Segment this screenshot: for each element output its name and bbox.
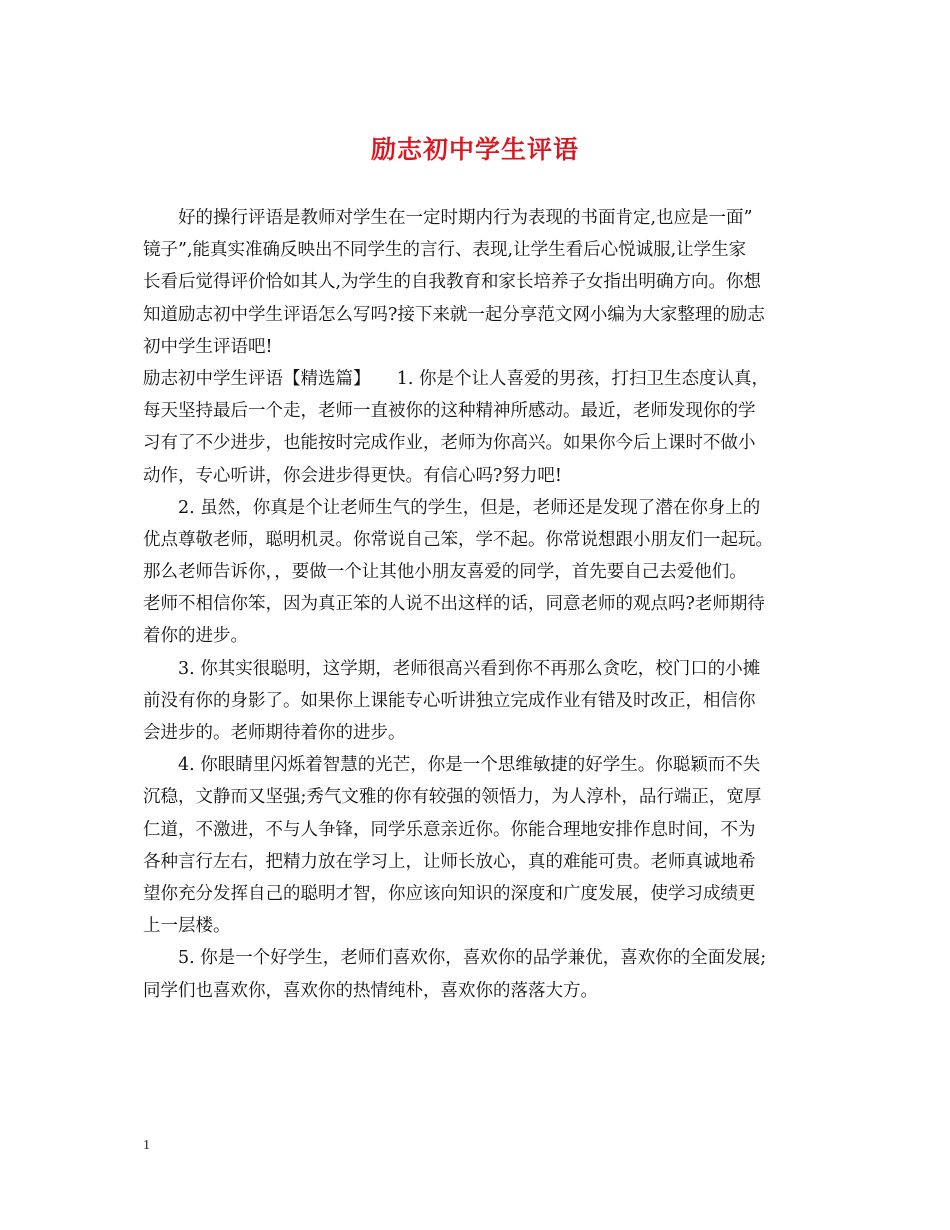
text-line: 优点尊敬老师，聪明机灵。你常说自己笨，学不起。你常说想跟小朋友们一起玩。 bbox=[143, 529, 773, 550]
text-line: 励志初中学生评语【精选篇】 1. 你是个让人喜爱的男孩，打扫卫生态度认真， bbox=[143, 368, 770, 389]
text-line: 仁道，不激进，不与人争锋，同学乐意亲近你。你能合理地安排作息时间，不为 bbox=[143, 819, 756, 840]
text-line: 3. 你其实很聪明，这学期，老师很高兴看到你不再那么贪吃，校门口的小摊 bbox=[178, 658, 761, 679]
text-line: 会进步的。老师期待着你的进步。 bbox=[143, 723, 406, 743]
text-line: 那么老师告诉你，，要做一个让其他小朋友喜爱的同学，首先要自己去爱他们。 bbox=[143, 562, 747, 583]
text-line: 老师不相信你笨，因为真正笨的人说不出这样的话，同意老师的观点吗?老师期待 bbox=[143, 594, 765, 615]
text-line: 镜子”,能真实准确反映出不同学生的言行、表现,让学生看后心悦诚服,让学生家 bbox=[143, 240, 747, 261]
page-number: 1 bbox=[143, 1138, 150, 1153]
text-line: 同学们也喜欢你，喜欢你的热情纯朴，喜欢你的落落大方。 bbox=[143, 980, 598, 1001]
text-line: 4. 你眼睛里闪烁着智慧的光芒，你是一个思维敏捷的好学生。你聪颖而不失 bbox=[178, 755, 761, 776]
text-line: 习有了不少进步，也能按时完成作业，老师为你高兴。如果你今后上课时不做小 bbox=[143, 433, 756, 454]
text-line: 着你的进步。 bbox=[143, 626, 248, 647]
document-body bbox=[143, 202, 813, 1007]
text-line: 2. 虽然，你真是个让老师生气的学生，但是，老师还是发现了潜在你身上的 bbox=[178, 497, 761, 518]
text-line: 望你充分发挥自己的聪明才智，你应该向知识的深度和广度发展，使学习成绩更 bbox=[143, 883, 756, 904]
text-line: 好的操行评语是教师对学生在一定时期内行为表现的书面肯定,也应是一面” bbox=[178, 208, 753, 228]
text-line: 长看后觉得评价恰如其人,为学生的自我教育和家长培养子女指出明确方向。你想 bbox=[143, 272, 762, 293]
text-line: 上一层楼。 bbox=[143, 916, 231, 937]
page-title: 励志初中学生评语 bbox=[370, 135, 579, 164]
text-line: 知道励志初中学生评语怎么写吗?接下来就一起分享范文网小编为大家整理的励志 bbox=[143, 304, 765, 325]
text-line: 前没有你的身影了。如果你上课能专心听讲独立完成作业有错及时改正，相信你 bbox=[143, 690, 756, 711]
text-line: 每天坚持最后一个走，老师一直被你的这种精神所感动。最近，老师发现你的学 bbox=[143, 401, 756, 422]
text-line: 沉稳，文静而又坚强;秀气文雅的你有较强的领悟力，为人淳朴，品行端正，宽厚 bbox=[143, 787, 762, 808]
text-line: 5. 你是一个好学生，老师们喜欢你，喜欢你的品学兼优，喜欢你的全面发展; bbox=[178, 948, 767, 969]
text-line: 各种言行左右，把精力放在学习上，让师长放心，真的难能可贵。老师真诚地希 bbox=[143, 851, 756, 872]
text-line: 动作，专心听讲，你会进步得更快。有信心吗?努力吧! bbox=[143, 465, 562, 486]
text-line: 初中学生评语吧! bbox=[143, 336, 273, 357]
